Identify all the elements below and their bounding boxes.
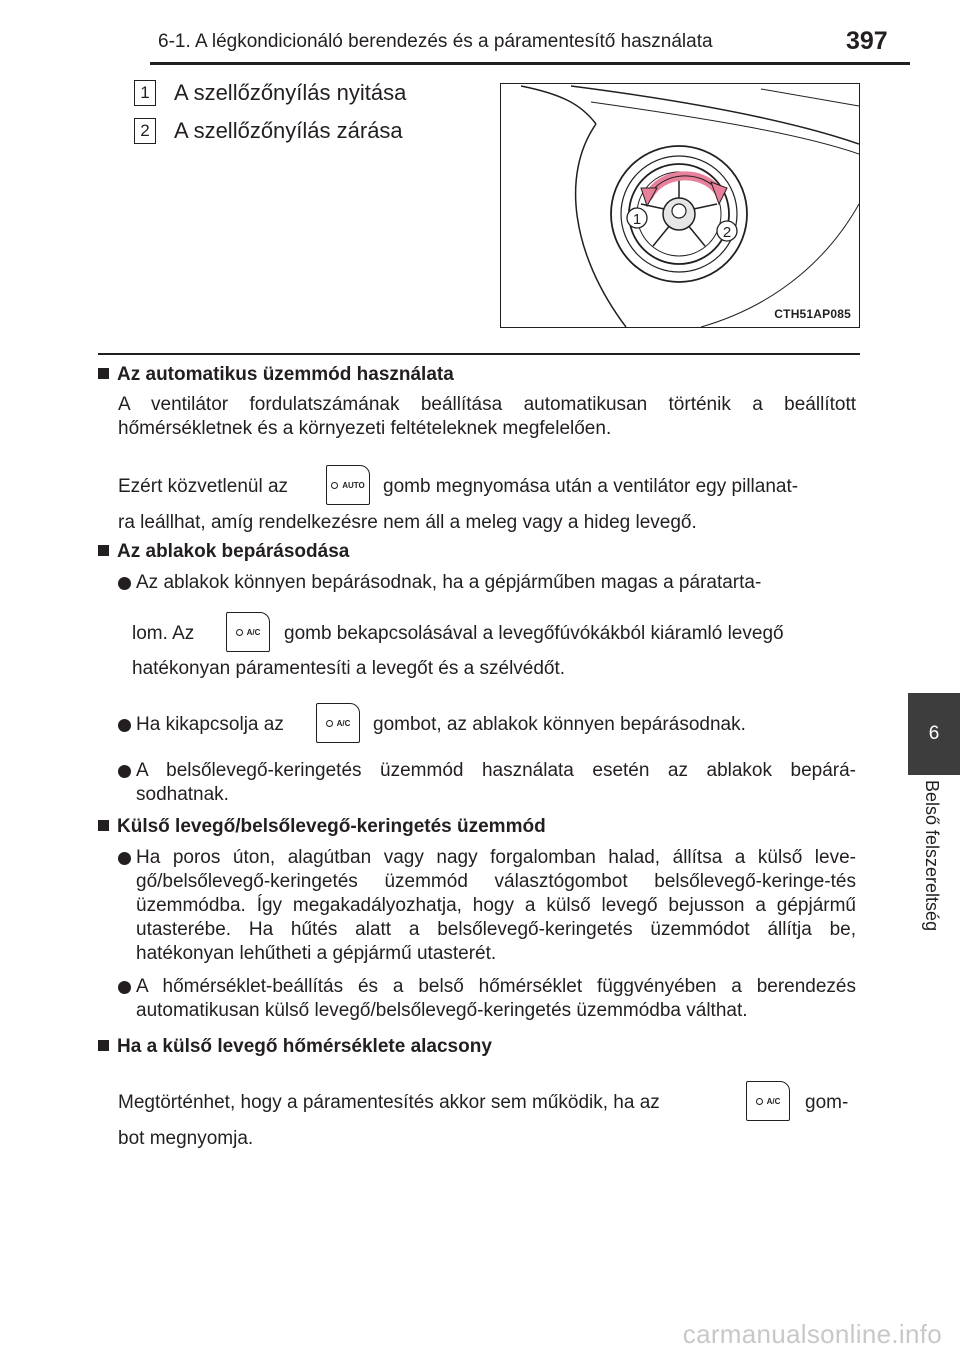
section-heading-recirculation: Külső levegő/belsőlevegő-keringetés üzemmód: [98, 816, 546, 838]
cold-air-line-1b: gom-: [805, 1092, 849, 1113]
fogging-bullet-1-line-2b: gomb bekapcsolásával a levegőfúvókákból kiáramló levegő: [284, 623, 784, 644]
section-heading-auto-mode: Az automatikus üzemmód használata: [98, 364, 454, 386]
callout-2: 2: [722, 224, 732, 241]
page-number: 397: [846, 27, 888, 55]
square-bullet-icon: [98, 368, 109, 379]
fogging-bullet-1-line-1: Az ablakok könnyen bepárásodnak, ha a gépjárműben magas a páratarta-: [136, 572, 762, 593]
step-number: 2: [134, 118, 156, 144]
fogging-bullet-2a: Ha kikapcsolja az: [136, 714, 284, 735]
auto-mode-line: Ezért közvetlenül az: [118, 476, 289, 497]
auto-button-icon: AUTO: [326, 465, 370, 505]
ac-button-icon: A/C: [316, 703, 360, 743]
step-2: [134, 116, 403, 146]
recirculation-bullet-2: A hőmérséklet-beállítás és a belső hőmérséklet függvényében a berendezés automatikusan külső levegő/belsőlevegő-keringetés üzemmódba válthat.: [136, 976, 856, 1021]
watermark: carmanualsonline.info: [682, 1319, 942, 1349]
ac-button-icon: A/C: [746, 1081, 790, 1121]
figure-code: CTH51AP085: [774, 307, 851, 321]
step-number: 1: [134, 80, 156, 106]
recirculation-bullet-1: Ha poros úton, alagútban vagy nagy forgalomban halad, állítsa a külső leve-gő/belsőlevegő-keringetés üzemmód választógombot belsőlevegő-keringe-tés üzemmódba. Így megakadályozhatja, hogy a külső levegő bejusson a gépjármű utasterébe. Ha hűtés alatt a belsőlevegő-keringetés üzemmódot állítja be, hatékonyan lehűtheti a gépjármű utasterét.: [136, 847, 856, 964]
step-1: [134, 78, 406, 108]
bullet-icon: [118, 577, 131, 590]
cold-air-line-2: bot megnyomja.: [118, 1128, 254, 1149]
vent-illustration: [500, 83, 860, 328]
header-rule: [150, 62, 910, 65]
square-bullet-icon: [98, 545, 109, 556]
chapter-tab: 6: [908, 693, 960, 775]
square-bullet-icon: [98, 1040, 109, 1051]
section-heading-fogging: Az ablakok bepárásodása: [98, 541, 349, 563]
auto-mode-paragraph: A ventilátor fordulatszámának beállítása automatikusan történik a beállított hőmérsékletnek és a környezeti feltételeknek megfelelően.: [118, 394, 856, 439]
section-divider: [98, 353, 860, 355]
bullet-icon: [118, 981, 131, 994]
section-heading-cold-air: Ha a külső levegő hőmérséklete alacsony: [98, 1036, 492, 1058]
fogging-bullet-1-line-2a: lom. Az: [132, 623, 195, 644]
fogging-bullet-2b: gombot, az ablakok könnyen bepárásodnak.: [373, 714, 746, 735]
running-header: 6-1. A légkondicionáló berendezés és a páramentesítő használata: [158, 31, 713, 52]
vent-drawing: [501, 84, 860, 328]
step-text: A szellőzőnyílás nyitása: [174, 80, 407, 105]
bullet-icon: [118, 765, 131, 778]
fogging-bullet-3: A belsőlevegő-keringetés üzemmód használata esetén az ablakok bepárá-sodhatnak.: [136, 760, 856, 805]
auto-mode-line-cont: gomb megnyomása után a ventilátor egy pillanat-: [383, 476, 799, 497]
bullet-icon: [118, 852, 131, 865]
square-bullet-icon: [98, 820, 109, 831]
ac-button-icon: A/C: [226, 612, 270, 652]
cold-air-line-1a: Megtörténhet, hogy a páramentesítés akkor sem működik, ha az: [118, 1092, 660, 1113]
bullet-icon: [118, 719, 131, 732]
step-text: A szellőzőnyílás zárása: [174, 118, 403, 143]
chapter-label: Belső felszereltség: [922, 780, 942, 932]
callout-1: 1: [632, 211, 642, 228]
fogging-bullet-1-line-3: hatékonyan páramentesíti a levegőt és a szélvédőt.: [132, 658, 566, 679]
auto-mode-line-2: ra leállhat, amíg rendelkezésre nem áll a meleg vagy a hideg levegő.: [118, 512, 697, 533]
